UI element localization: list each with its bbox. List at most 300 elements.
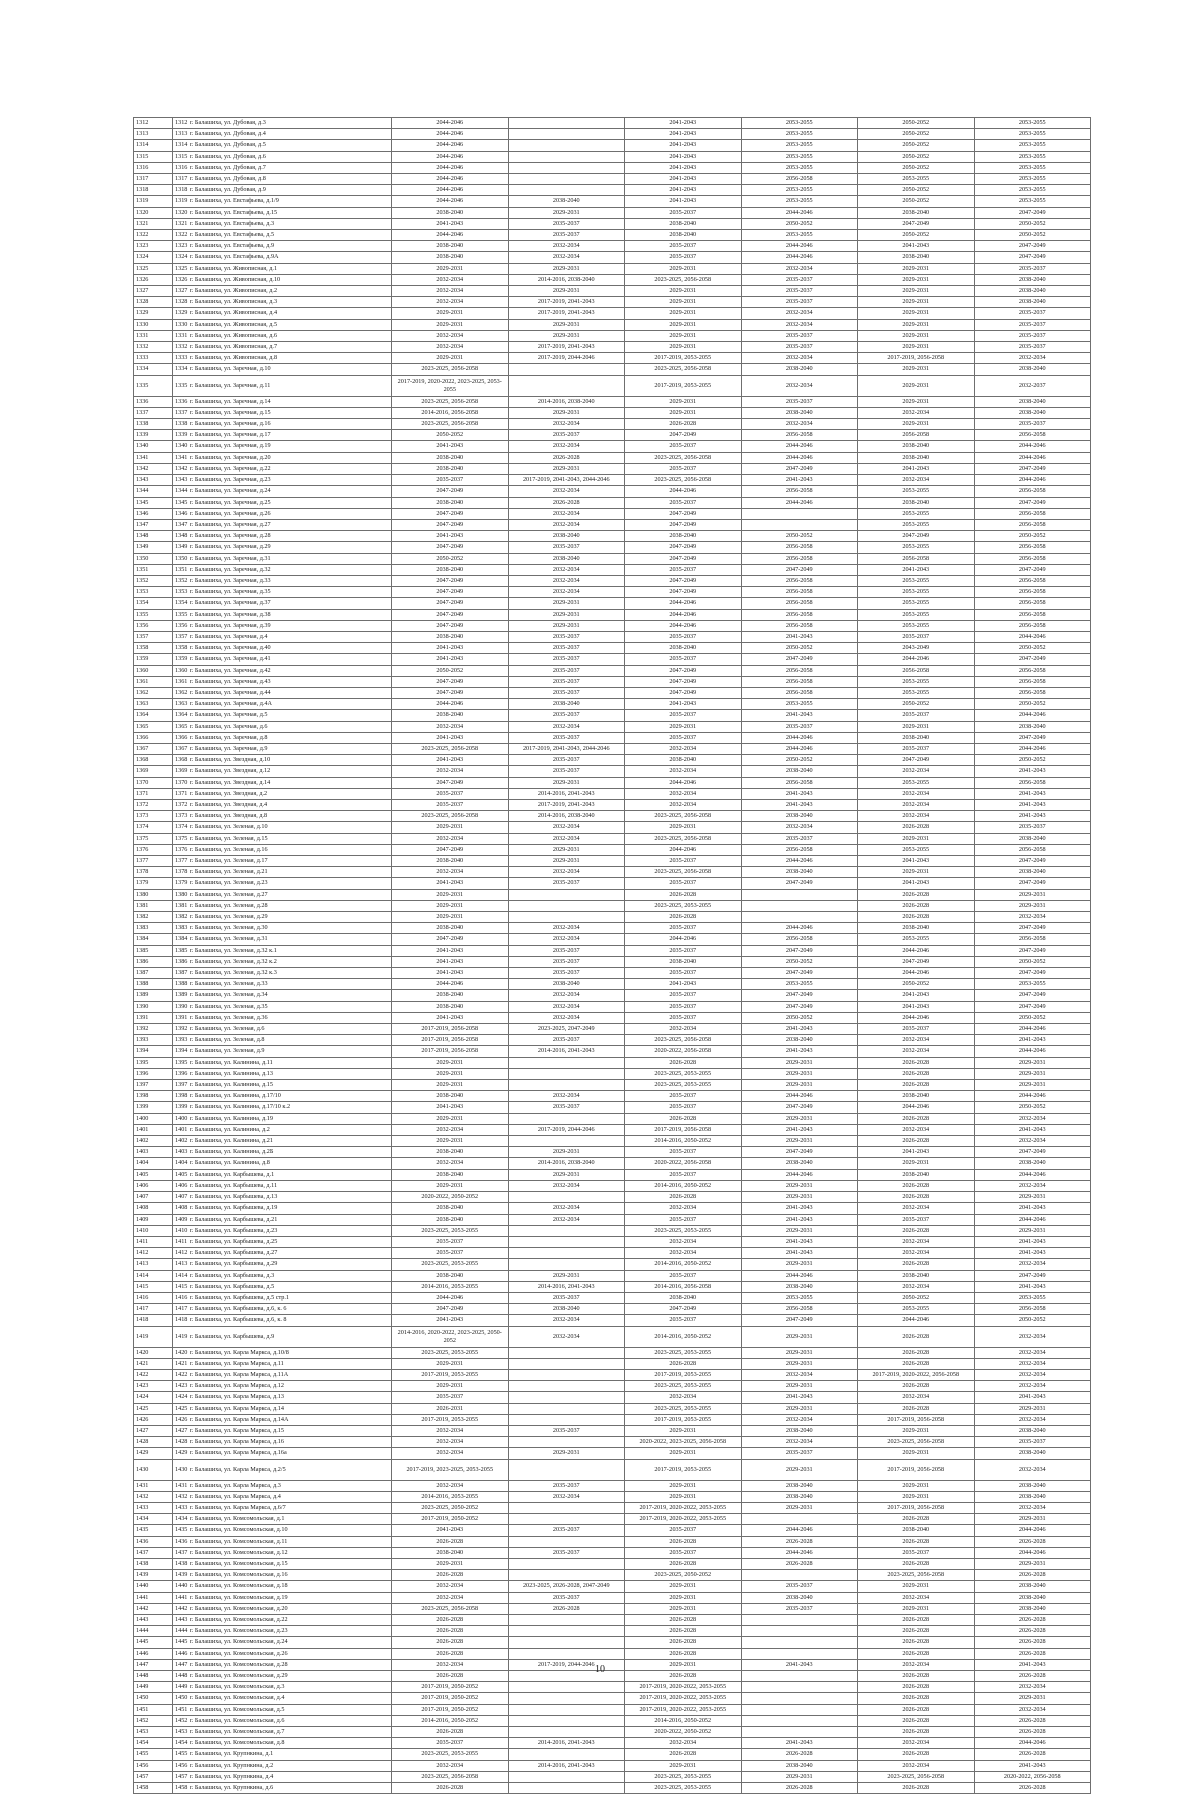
table-row bbox=[134, 676, 1091, 687]
period-cell: 2053-2055 bbox=[858, 519, 975, 530]
period-cell: 2026-2028 bbox=[741, 1558, 858, 1569]
period-cell: 2032-2034 bbox=[858, 1659, 975, 1670]
table-row bbox=[134, 553, 1091, 564]
period-cell: 2023-2025, 2053-2055 bbox=[625, 900, 742, 911]
table-row bbox=[134, 1057, 1091, 1068]
period-cell: 2017-2019, 2041-2043 bbox=[508, 297, 625, 308]
serial-number: 1413 bbox=[175, 1260, 188, 1268]
period-cell: 2047-2049 bbox=[741, 463, 858, 474]
period-cell: 2050-2052 bbox=[858, 185, 975, 196]
table-row bbox=[134, 1192, 1091, 1203]
row-number-cell: 1329 bbox=[134, 308, 173, 319]
period-cell: 2017-2019, 2050-2052 bbox=[392, 1704, 509, 1715]
period-cell: 2047-2049 bbox=[858, 956, 975, 967]
period-cell: 2032-2034 bbox=[974, 1414, 1091, 1425]
period-cell: 2032-2034 bbox=[392, 1480, 509, 1491]
address-cell bbox=[173, 1281, 392, 1292]
period-cell: 2014-2016, 2041-2043 bbox=[508, 1738, 625, 1749]
period-cell: 2047-2049 bbox=[858, 755, 975, 766]
period-cell: 2041-2043 bbox=[741, 1738, 858, 1749]
period-cell: 2038-2040 bbox=[392, 1001, 509, 1012]
period-cell bbox=[508, 1225, 625, 1236]
period-cell: 2038-2040 bbox=[392, 856, 509, 867]
period-cell: 2050-2052 bbox=[974, 1012, 1091, 1023]
period-cell: 2032-2037 bbox=[974, 375, 1091, 396]
period-cell: 2047-2049 bbox=[392, 609, 509, 620]
period-cell: 2035-2037 bbox=[625, 1012, 742, 1023]
period-cell: 2050-2052 bbox=[858, 1292, 975, 1303]
address-cell bbox=[173, 263, 392, 274]
period-cell: 2029-2031 bbox=[625, 822, 742, 833]
period-cell: 2038-2040 bbox=[392, 252, 509, 263]
table-row bbox=[134, 1715, 1091, 1726]
address-text: г. Балашиха, ул. Карла Маркса, д.6/7 bbox=[190, 1503, 286, 1511]
serial-number: 1410 bbox=[175, 1226, 188, 1234]
period-cell: 2032-2034 bbox=[974, 1369, 1091, 1380]
serial-number: 1322 bbox=[175, 231, 188, 239]
period-cell: 2050-2052 bbox=[974, 699, 1091, 710]
address-text: г. Балашиха, ул. Карбышева, д.23 bbox=[190, 1226, 278, 1234]
period-cell: 2047-2049 bbox=[974, 241, 1091, 252]
period-cell: 2041-2043 bbox=[625, 140, 742, 151]
address-cell bbox=[173, 1369, 392, 1380]
table-row bbox=[134, 407, 1091, 418]
period-cell: 2029-2031 bbox=[741, 1057, 858, 1068]
table-row bbox=[134, 732, 1091, 743]
period-cell: 2029-2031 bbox=[858, 342, 975, 353]
period-cell: 2035-2037 bbox=[741, 1448, 858, 1459]
period-cell: 2038-2040 bbox=[741, 364, 858, 375]
serial-number: 1437 bbox=[175, 1548, 188, 1556]
period-cell: 2032-2034 bbox=[858, 788, 975, 799]
period-cell: 2026-2028 bbox=[858, 912, 975, 923]
serial-number: 1442 bbox=[175, 1604, 188, 1612]
period-cell: 2053-2055 bbox=[858, 777, 975, 788]
period-cell: 2023-2025, 2053-2055 bbox=[625, 1225, 742, 1236]
period-cell: 2038-2040 bbox=[974, 1603, 1091, 1614]
serial-number: 1431 bbox=[175, 1481, 188, 1489]
row-number-cell: 1353 bbox=[134, 587, 173, 598]
address-cell bbox=[173, 1203, 392, 1214]
period-cell: 2029-2031 bbox=[625, 286, 742, 297]
period-cell: 2044-2046 bbox=[741, 1547, 858, 1558]
period-cell: 2014-2016, 2056-2058 bbox=[625, 1281, 742, 1292]
period-cell: 2056-2058 bbox=[974, 676, 1091, 687]
period-cell: 2038-2040 bbox=[974, 1592, 1091, 1603]
table-row bbox=[134, 286, 1091, 297]
period-cell: 2035-2037 bbox=[858, 710, 975, 721]
serial-number: 1426 bbox=[175, 1415, 188, 1423]
table-row bbox=[134, 945, 1091, 956]
serial-number: 1357 bbox=[175, 632, 188, 640]
period-cell: 2041-2043 bbox=[392, 755, 509, 766]
row-number-cell: 1361 bbox=[134, 676, 173, 687]
period-cell: 2044-2046 bbox=[741, 497, 858, 508]
serial-number: 1440 bbox=[175, 1582, 188, 1590]
period-cell: 2035-2037 bbox=[625, 1270, 742, 1281]
period-cell: 2032-2034 bbox=[974, 1459, 1091, 1480]
row-number-cell: 1371 bbox=[134, 788, 173, 799]
address-text: г. Балашиха, ул. Заречная, д.15 bbox=[190, 408, 271, 416]
table-row bbox=[134, 1381, 1091, 1392]
address-cell bbox=[173, 162, 392, 173]
period-cell: 2035-2037 bbox=[625, 990, 742, 1001]
address-text: г. Балашиха, ул. Карбышева, д.13 bbox=[190, 1193, 278, 1201]
period-cell: 2056-2058 bbox=[741, 620, 858, 631]
period-cell: 2017-2019, 2053-2055 bbox=[625, 1369, 742, 1380]
row-number-cell: 1399 bbox=[134, 1102, 173, 1113]
address-text: г. Балашиха, ул. Заречная, д.31 bbox=[190, 554, 271, 562]
address-text: г. Балашиха, ул. Заречная, д.24 bbox=[190, 487, 271, 495]
address-cell bbox=[173, 934, 392, 945]
address-text: г. Балашиха, ул. Дубовая, д.6 bbox=[190, 152, 266, 160]
period-cell: 2029-2031 bbox=[625, 1603, 742, 1614]
period-cell: 2029-2031 bbox=[508, 1147, 625, 1158]
row-number-cell: 1338 bbox=[134, 419, 173, 430]
row-number-cell: 1315 bbox=[134, 151, 173, 162]
period-cell: 2035-2037 bbox=[508, 766, 625, 777]
period-cell: 2026-2028 bbox=[858, 1057, 975, 1068]
address-text: г. Балашиха, ул. Зеленая, д.23 bbox=[190, 879, 268, 887]
serial-number: 1330 bbox=[175, 320, 188, 328]
period-cell: 2029-2031 bbox=[974, 1403, 1091, 1414]
row-number-cell: 1408 bbox=[134, 1203, 173, 1214]
period-cell: 2050-2052 bbox=[974, 643, 1091, 654]
row-number-cell: 1412 bbox=[134, 1248, 173, 1259]
period-cell: 2038-2040 bbox=[508, 699, 625, 710]
period-cell: 2026-2028 bbox=[858, 1514, 975, 1525]
table-row bbox=[134, 755, 1091, 766]
period-cell: 2032-2034 bbox=[392, 330, 509, 341]
serial-number: 1342 bbox=[175, 464, 188, 472]
period-cell: 2029-2031 bbox=[392, 1180, 509, 1191]
address-cell bbox=[173, 1304, 392, 1315]
period-cell: 2032-2034 bbox=[625, 799, 742, 810]
period-cell: 2044-2046 bbox=[741, 1270, 858, 1281]
address-cell bbox=[173, 956, 392, 967]
period-cell: 2029-2031 bbox=[392, 1113, 509, 1124]
address-text: г. Балашиха, ул. Заречная, д.40 bbox=[190, 644, 271, 652]
address-cell bbox=[173, 1259, 392, 1270]
period-cell: 2047-2049 bbox=[974, 732, 1091, 743]
period-cell: 2047-2049 bbox=[625, 553, 742, 564]
serial-number: 1355 bbox=[175, 610, 188, 618]
table-row bbox=[134, 1502, 1091, 1513]
period-cell: 2032-2034 bbox=[508, 564, 625, 575]
period-cell: 2038-2040 bbox=[974, 1158, 1091, 1169]
row-number-cell: 1398 bbox=[134, 1091, 173, 1102]
period-cell: 2047-2049 bbox=[392, 687, 509, 698]
period-cell: 2029-2031 bbox=[741, 1358, 858, 1369]
address-text: г. Балашиха, ул. Заречная, д.16 bbox=[190, 420, 271, 428]
period-cell: 2029-2031 bbox=[858, 1491, 975, 1502]
period-cell: 2017-2019, 2056-2058 bbox=[625, 1124, 742, 1135]
period-cell: 2026-2028 bbox=[625, 1648, 742, 1659]
period-cell: 2023-2025, 2056-2058 bbox=[625, 364, 742, 375]
serial-number: 1372 bbox=[175, 800, 188, 808]
period-cell: 2041-2043 bbox=[974, 1203, 1091, 1214]
period-cell: 2026-2028 bbox=[974, 1727, 1091, 1738]
table-row bbox=[134, 218, 1091, 229]
period-cell: 2044-2046 bbox=[974, 1091, 1091, 1102]
period-cell: 2044-2046 bbox=[858, 968, 975, 979]
period-cell: 2029-2031 bbox=[625, 1581, 742, 1592]
period-cell: 2017-2019, 2056-2058 bbox=[858, 1502, 975, 1513]
period-cell: 2023-2025, 2056-2058 bbox=[625, 833, 742, 844]
period-cell: 2050-2052 bbox=[392, 553, 509, 564]
address-text: г. Балашиха, ул. Карла Маркса, д.11 bbox=[190, 1359, 284, 1367]
table-row bbox=[134, 1414, 1091, 1425]
period-cell: 2032-2034 bbox=[741, 353, 858, 364]
period-cell: 2044-2046 bbox=[858, 1315, 975, 1326]
serial-number: 1438 bbox=[175, 1559, 188, 1567]
address-text: г. Балашиха, ул. Карбышева, д.11 bbox=[190, 1181, 278, 1189]
address-cell bbox=[173, 1392, 392, 1403]
period-cell bbox=[508, 151, 625, 162]
period-cell: 2047-2049 bbox=[625, 542, 742, 553]
address-text: г. Балашиха, ул. Зеленая, д.32 к.2 bbox=[190, 957, 277, 965]
serial-number: 1447 bbox=[175, 1660, 188, 1668]
table-row bbox=[134, 1358, 1091, 1369]
period-cell: 2056-2058 bbox=[741, 665, 858, 676]
period-cell: 2014-2016, 2038-2040 bbox=[508, 1158, 625, 1169]
table-row bbox=[134, 968, 1091, 979]
period-cell: 2017-2019, 2044-2046 bbox=[508, 1124, 625, 1135]
address-text: г. Балашиха, ул. Зеленая, д.33 bbox=[190, 980, 268, 988]
period-cell: 2038-2040 bbox=[392, 923, 509, 934]
period-cell: 2035-2037 bbox=[625, 463, 742, 474]
address-cell bbox=[173, 308, 392, 319]
period-cell: 2032-2034 bbox=[508, 441, 625, 452]
serial-number: 1420 bbox=[175, 1348, 188, 1356]
period-cell: 2032-2034 bbox=[625, 1738, 742, 1749]
address-text: г. Балашиха, ул. Живописная, д.6 bbox=[190, 331, 278, 339]
period-cell: 2032-2034 bbox=[974, 1682, 1091, 1693]
period-cell: 2047-2049 bbox=[974, 207, 1091, 218]
period-cell: 2041-2043 bbox=[974, 1760, 1091, 1771]
period-cell: 2017-2019, 2050-2052 bbox=[392, 1514, 509, 1525]
period-cell: 2047-2049 bbox=[974, 1001, 1091, 1012]
serial-number: 1315 bbox=[175, 152, 188, 160]
period-cell: 2017-2019, 2053-2055 bbox=[625, 1414, 742, 1425]
address-text: г. Балашиха, ул. Калинина, д.21 bbox=[190, 1137, 273, 1145]
table-row bbox=[134, 185, 1091, 196]
period-cell: 2038-2040 bbox=[392, 1214, 509, 1225]
table-row bbox=[134, 1682, 1091, 1693]
period-cell: 2041-2043 bbox=[392, 968, 509, 979]
table-row bbox=[134, 867, 1091, 878]
serial-number: 1455 bbox=[175, 1750, 188, 1758]
period-cell: 2026-2028 bbox=[858, 1693, 975, 1704]
address-cell bbox=[173, 945, 392, 956]
table-row bbox=[134, 319, 1091, 330]
address-text: г. Балашиха, ул. Заречная, д.10 bbox=[190, 365, 271, 373]
row-number-cell: 1456 bbox=[134, 1760, 173, 1771]
period-cell: 2038-2040 bbox=[741, 1281, 858, 1292]
address-text: г. Балашиха, ул. Заречная, д.5 bbox=[190, 711, 268, 719]
address-text: г. Балашиха, ул. Заречная, д.38 bbox=[190, 610, 271, 618]
period-cell: 2038-2040 bbox=[974, 721, 1091, 732]
address-cell bbox=[173, 1738, 392, 1749]
period-cell: 2041-2043 bbox=[392, 732, 509, 743]
serial-number: 1429 bbox=[175, 1449, 188, 1457]
period-cell: 2053-2055 bbox=[858, 598, 975, 609]
address-cell bbox=[173, 1592, 392, 1603]
period-cell: 2041-2043 bbox=[974, 1124, 1091, 1135]
serial-number: 1384 bbox=[175, 935, 188, 943]
table-row bbox=[134, 330, 1091, 341]
period-cell: 2041-2043 bbox=[974, 788, 1091, 799]
period-cell: 2029-2031 bbox=[508, 1169, 625, 1180]
period-cell: 2029-2031 bbox=[858, 419, 975, 430]
period-cell: 2023-2025, 2056-2058 bbox=[625, 452, 742, 463]
period-cell: 2026-2028 bbox=[858, 900, 975, 911]
row-number-cell: 1417 bbox=[134, 1304, 173, 1315]
period-cell: 2044-2046 bbox=[974, 1547, 1091, 1558]
address-cell bbox=[173, 342, 392, 353]
period-cell: 2023-2025, 2056-2058 bbox=[625, 274, 742, 285]
period-cell: 2044-2046 bbox=[392, 162, 509, 173]
serial-number: 1366 bbox=[175, 733, 188, 741]
serial-number: 1363 bbox=[175, 700, 188, 708]
period-cell: 2029-2031 bbox=[858, 263, 975, 274]
period-cell: 2032-2034 bbox=[392, 1158, 509, 1169]
table-row bbox=[134, 934, 1091, 945]
serial-number: 1340 bbox=[175, 442, 188, 450]
period-cell: 2029-2031 bbox=[741, 1459, 858, 1480]
address-text: г. Балашиха, ул. Дубовая, д.9 bbox=[190, 186, 266, 194]
period-cell bbox=[508, 174, 625, 185]
period-cell bbox=[508, 1459, 625, 1480]
address-text: г. Балашиха, ул. Зеленая, д.8 bbox=[190, 1036, 265, 1044]
period-cell: 2026-2028 bbox=[741, 1536, 858, 1547]
period-cell: 2026-2028 bbox=[858, 1347, 975, 1358]
period-cell: 2044-2046 bbox=[625, 844, 742, 855]
serial-number: 1341 bbox=[175, 453, 188, 461]
period-cell: 2032-2034 bbox=[625, 743, 742, 754]
serial-number: 1376 bbox=[175, 845, 188, 853]
row-number-cell: 1330 bbox=[134, 319, 173, 330]
period-cell: 2035-2037 bbox=[741, 833, 858, 844]
period-cell: 2038-2040 bbox=[974, 297, 1091, 308]
serial-number: 1368 bbox=[175, 756, 188, 764]
period-cell bbox=[508, 185, 625, 196]
row-number-cell: 1384 bbox=[134, 934, 173, 945]
address-text: г. Балашиха, ул. Карбышева, д.3 bbox=[190, 1271, 275, 1279]
period-cell: 2032-2034 bbox=[625, 1392, 742, 1403]
period-cell: 2044-2046 bbox=[974, 743, 1091, 754]
address-text: г. Балашиха, ул. Калинина, д.13 bbox=[190, 1069, 273, 1077]
address-text: г. Балашиха, ул. Звездная, д.2 bbox=[190, 789, 268, 797]
period-cell: 2038-2040 bbox=[625, 1292, 742, 1303]
serial-number: 1453 bbox=[175, 1728, 188, 1736]
row-number-cell: 1444 bbox=[134, 1626, 173, 1637]
period-cell: 2044-2046 bbox=[392, 140, 509, 151]
period-cell: 2050-2052 bbox=[858, 196, 975, 207]
address-cell bbox=[173, 1270, 392, 1281]
period-cell: 2029-2031 bbox=[858, 330, 975, 341]
period-cell: 2020-2022, 2056-2058 bbox=[625, 1046, 742, 1057]
period-cell: 2032-2034 bbox=[508, 990, 625, 1001]
address-text: г. Балашиха, ул. Заречная, д.20 bbox=[190, 453, 271, 461]
table-row bbox=[134, 1236, 1091, 1247]
period-cell: 2032-2034 bbox=[392, 721, 509, 732]
period-cell: 2050-2052 bbox=[974, 230, 1091, 241]
address-cell bbox=[173, 856, 392, 867]
serial-number: 1371 bbox=[175, 789, 188, 797]
address-text: г. Балашиха, ул. Зеленая, д.36 bbox=[190, 1013, 268, 1021]
period-cell: 2035-2037 bbox=[508, 1547, 625, 1558]
address-cell bbox=[173, 531, 392, 542]
address-text: г. Балашиха, ул. Комсомольская, д.15 bbox=[190, 1559, 288, 1567]
period-cell: 2014-2016, 2050-2052 bbox=[625, 1180, 742, 1191]
period-cell: 2044-2046 bbox=[858, 1102, 975, 1113]
address-cell bbox=[173, 1760, 392, 1771]
period-cell: 2050-2052 bbox=[858, 162, 975, 173]
period-cell bbox=[508, 1693, 625, 1704]
period-cell: 2041-2043 bbox=[974, 1248, 1091, 1259]
row-number-cell: 1336 bbox=[134, 396, 173, 407]
address-text: г. Балашиха, ул. Карбышева, д.1 bbox=[190, 1170, 275, 1178]
period-cell: 2026-2028 bbox=[858, 1536, 975, 1547]
period-cell bbox=[508, 1727, 625, 1738]
period-cell bbox=[508, 1192, 625, 1203]
period-cell: 2035-2037 bbox=[508, 710, 625, 721]
serial-number: 1415 bbox=[175, 1282, 188, 1290]
address-cell bbox=[173, 364, 392, 375]
address-cell bbox=[173, 375, 392, 396]
serial-number: 1409 bbox=[175, 1215, 188, 1223]
period-cell: 2053-2055 bbox=[974, 979, 1091, 990]
table-row bbox=[134, 1304, 1091, 1315]
period-cell: 2032-2034 bbox=[858, 1738, 975, 1749]
period-cell: 2029-2031 bbox=[741, 1347, 858, 1358]
address-cell bbox=[173, 620, 392, 631]
table-row bbox=[134, 1147, 1091, 1158]
address-text: г. Балашиха, ул. Карла Маркса, д.10/8 bbox=[190, 1348, 289, 1356]
period-cell: 2053-2055 bbox=[858, 934, 975, 945]
address-cell bbox=[173, 1225, 392, 1236]
period-cell: 2020-2022, 2056-2058 bbox=[625, 1158, 742, 1169]
period-cell: 2014-2016, 2041-2043 bbox=[508, 1760, 625, 1771]
address-text: г. Балашиха, ул. Комсомольская, д.18 bbox=[190, 1582, 288, 1590]
period-cell: 2014-2016, 2038-2040 bbox=[508, 811, 625, 822]
period-cell: 2032-2034 bbox=[508, 587, 625, 598]
period-cell: 2044-2046 bbox=[974, 1738, 1091, 1749]
period-cell bbox=[508, 1358, 625, 1369]
address-text: г. Балашиха, ул. Живописная, д.10 bbox=[190, 275, 281, 283]
row-number-cell: 1380 bbox=[134, 889, 173, 900]
period-cell bbox=[508, 375, 625, 396]
address-text: г. Балашиха, ул. Карбышева, д.29 bbox=[190, 1260, 278, 1268]
period-cell: 2056-2058 bbox=[741, 174, 858, 185]
period-cell bbox=[508, 1080, 625, 1091]
table-row bbox=[134, 912, 1091, 923]
address-text: г. Балашиха, ул. Заречная, д.26 bbox=[190, 509, 271, 517]
period-cell: 2017-2019, 2044-2046 bbox=[508, 1659, 625, 1670]
row-number-cell: 1435 bbox=[134, 1525, 173, 1536]
period-cell: 2032-2034 bbox=[858, 407, 975, 418]
row-number-cell: 1418 bbox=[134, 1315, 173, 1326]
period-cell: 2035-2037 bbox=[858, 1214, 975, 1225]
period-cell: 2026-2028 bbox=[858, 1259, 975, 1270]
period-cell: 2023-2025, 2047-2049 bbox=[508, 1024, 625, 1035]
row-number-cell: 1354 bbox=[134, 598, 173, 609]
period-cell: 2047-2049 bbox=[392, 777, 509, 788]
period-cell: 2053-2055 bbox=[858, 174, 975, 185]
serial-number: 1338 bbox=[175, 420, 188, 428]
period-cell: 2029-2031 bbox=[625, 721, 742, 732]
